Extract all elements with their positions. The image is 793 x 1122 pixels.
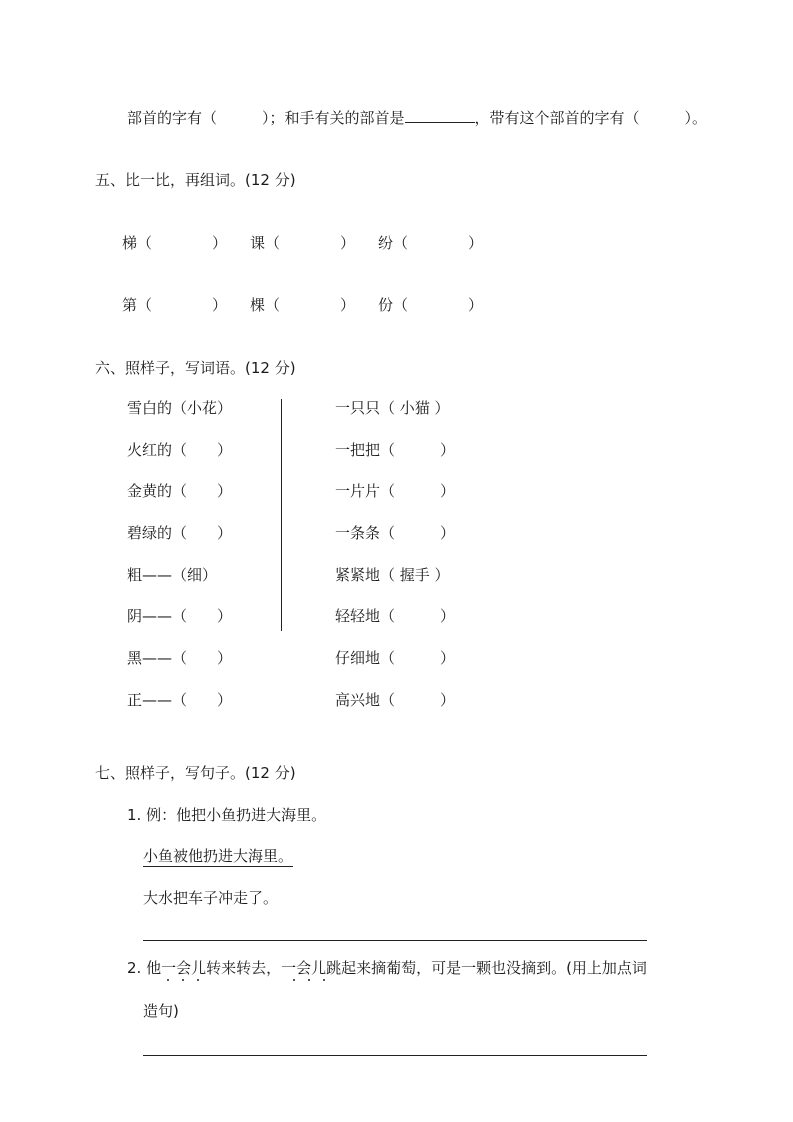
word-item-left: 雪白的（小花） xyxy=(127,399,233,417)
word-item-left[interactable]: 阴——（ ） xyxy=(127,607,233,625)
compare-item[interactable]: 课（ ） xyxy=(250,234,356,252)
word-item-right[interactable]: 仔细地（ ） xyxy=(335,649,456,667)
compare-item[interactable]: 棵（ ） xyxy=(250,296,356,314)
answer-blank[interactable] xyxy=(405,108,475,123)
emphasis-dot xyxy=(197,979,199,981)
q1-prompt: 大水把车子冲走了。 xyxy=(143,889,279,907)
word-item-right[interactable]: 一片片（ ） xyxy=(335,482,456,500)
top-line xyxy=(127,108,707,128)
section6-title: 六、照样子，写词语。(12 分) xyxy=(95,359,296,377)
emphasis-dot xyxy=(323,979,325,981)
emphasis-dot xyxy=(167,979,169,981)
q2-answer-line[interactable] xyxy=(143,1055,647,1056)
q1-answer-line[interactable] xyxy=(143,940,647,941)
word-item-right[interactable]: 高兴地（ ） xyxy=(335,691,456,709)
q1-example-answer xyxy=(143,846,293,866)
word-item-right[interactable]: 轻轻地（ ） xyxy=(335,607,456,625)
emphasis-dot xyxy=(182,979,184,981)
word-item-left[interactable]: 金黄的（ ） xyxy=(127,482,233,500)
emphasis-dot xyxy=(293,979,295,981)
word-item-left[interactable]: 碧绿的（ ） xyxy=(127,524,233,542)
word-item-left[interactable]: 黑——（ ） xyxy=(127,649,233,667)
word-item-right[interactable]: 一把把（ ） xyxy=(335,441,456,459)
q1-example: 1. 例：他把小鱼扔进大海里。 xyxy=(127,806,327,824)
q1-answer-text: 小鱼被他扔进大海里。 xyxy=(143,847,294,865)
word-item-left[interactable]: 正——（ ） xyxy=(127,691,233,709)
emphasis-dot xyxy=(308,979,310,981)
word-item-right[interactable]: 一条条（ ） xyxy=(335,524,456,542)
word-item-right: 一只只（ 小猫 ） xyxy=(335,399,450,417)
section7-title: 七、照样子，写句子。(12 分) xyxy=(95,764,296,782)
top-line-part2: ，带有这个部首的字有（ ）。 xyxy=(474,109,708,127)
word-item-left: 粗——（细） xyxy=(127,566,218,584)
compare-item[interactable]: 第（ ） xyxy=(122,296,228,314)
compare-item[interactable]: 份（ ） xyxy=(378,296,484,314)
top-line-part1: 部首的字有（ ）；和手有关的部首是 xyxy=(127,109,405,127)
q2-line1: 2. 他一会儿转来转去，一会儿跳起来摘葡萄，可是一颗也没摘到。(用上加点词 xyxy=(127,959,647,977)
compare-item[interactable]: 梯（ ） xyxy=(122,234,228,252)
column-divider xyxy=(281,399,282,631)
section5-title: 五、比一比，再组词。(12 分) xyxy=(95,171,296,189)
q2-line2: 造句) xyxy=(143,1002,179,1020)
compare-item[interactable]: 纷（ ） xyxy=(378,234,484,252)
word-item-right: 紧紧地（ 握手 ） xyxy=(335,566,450,584)
word-item-left[interactable]: 火红的（ ） xyxy=(127,441,233,459)
